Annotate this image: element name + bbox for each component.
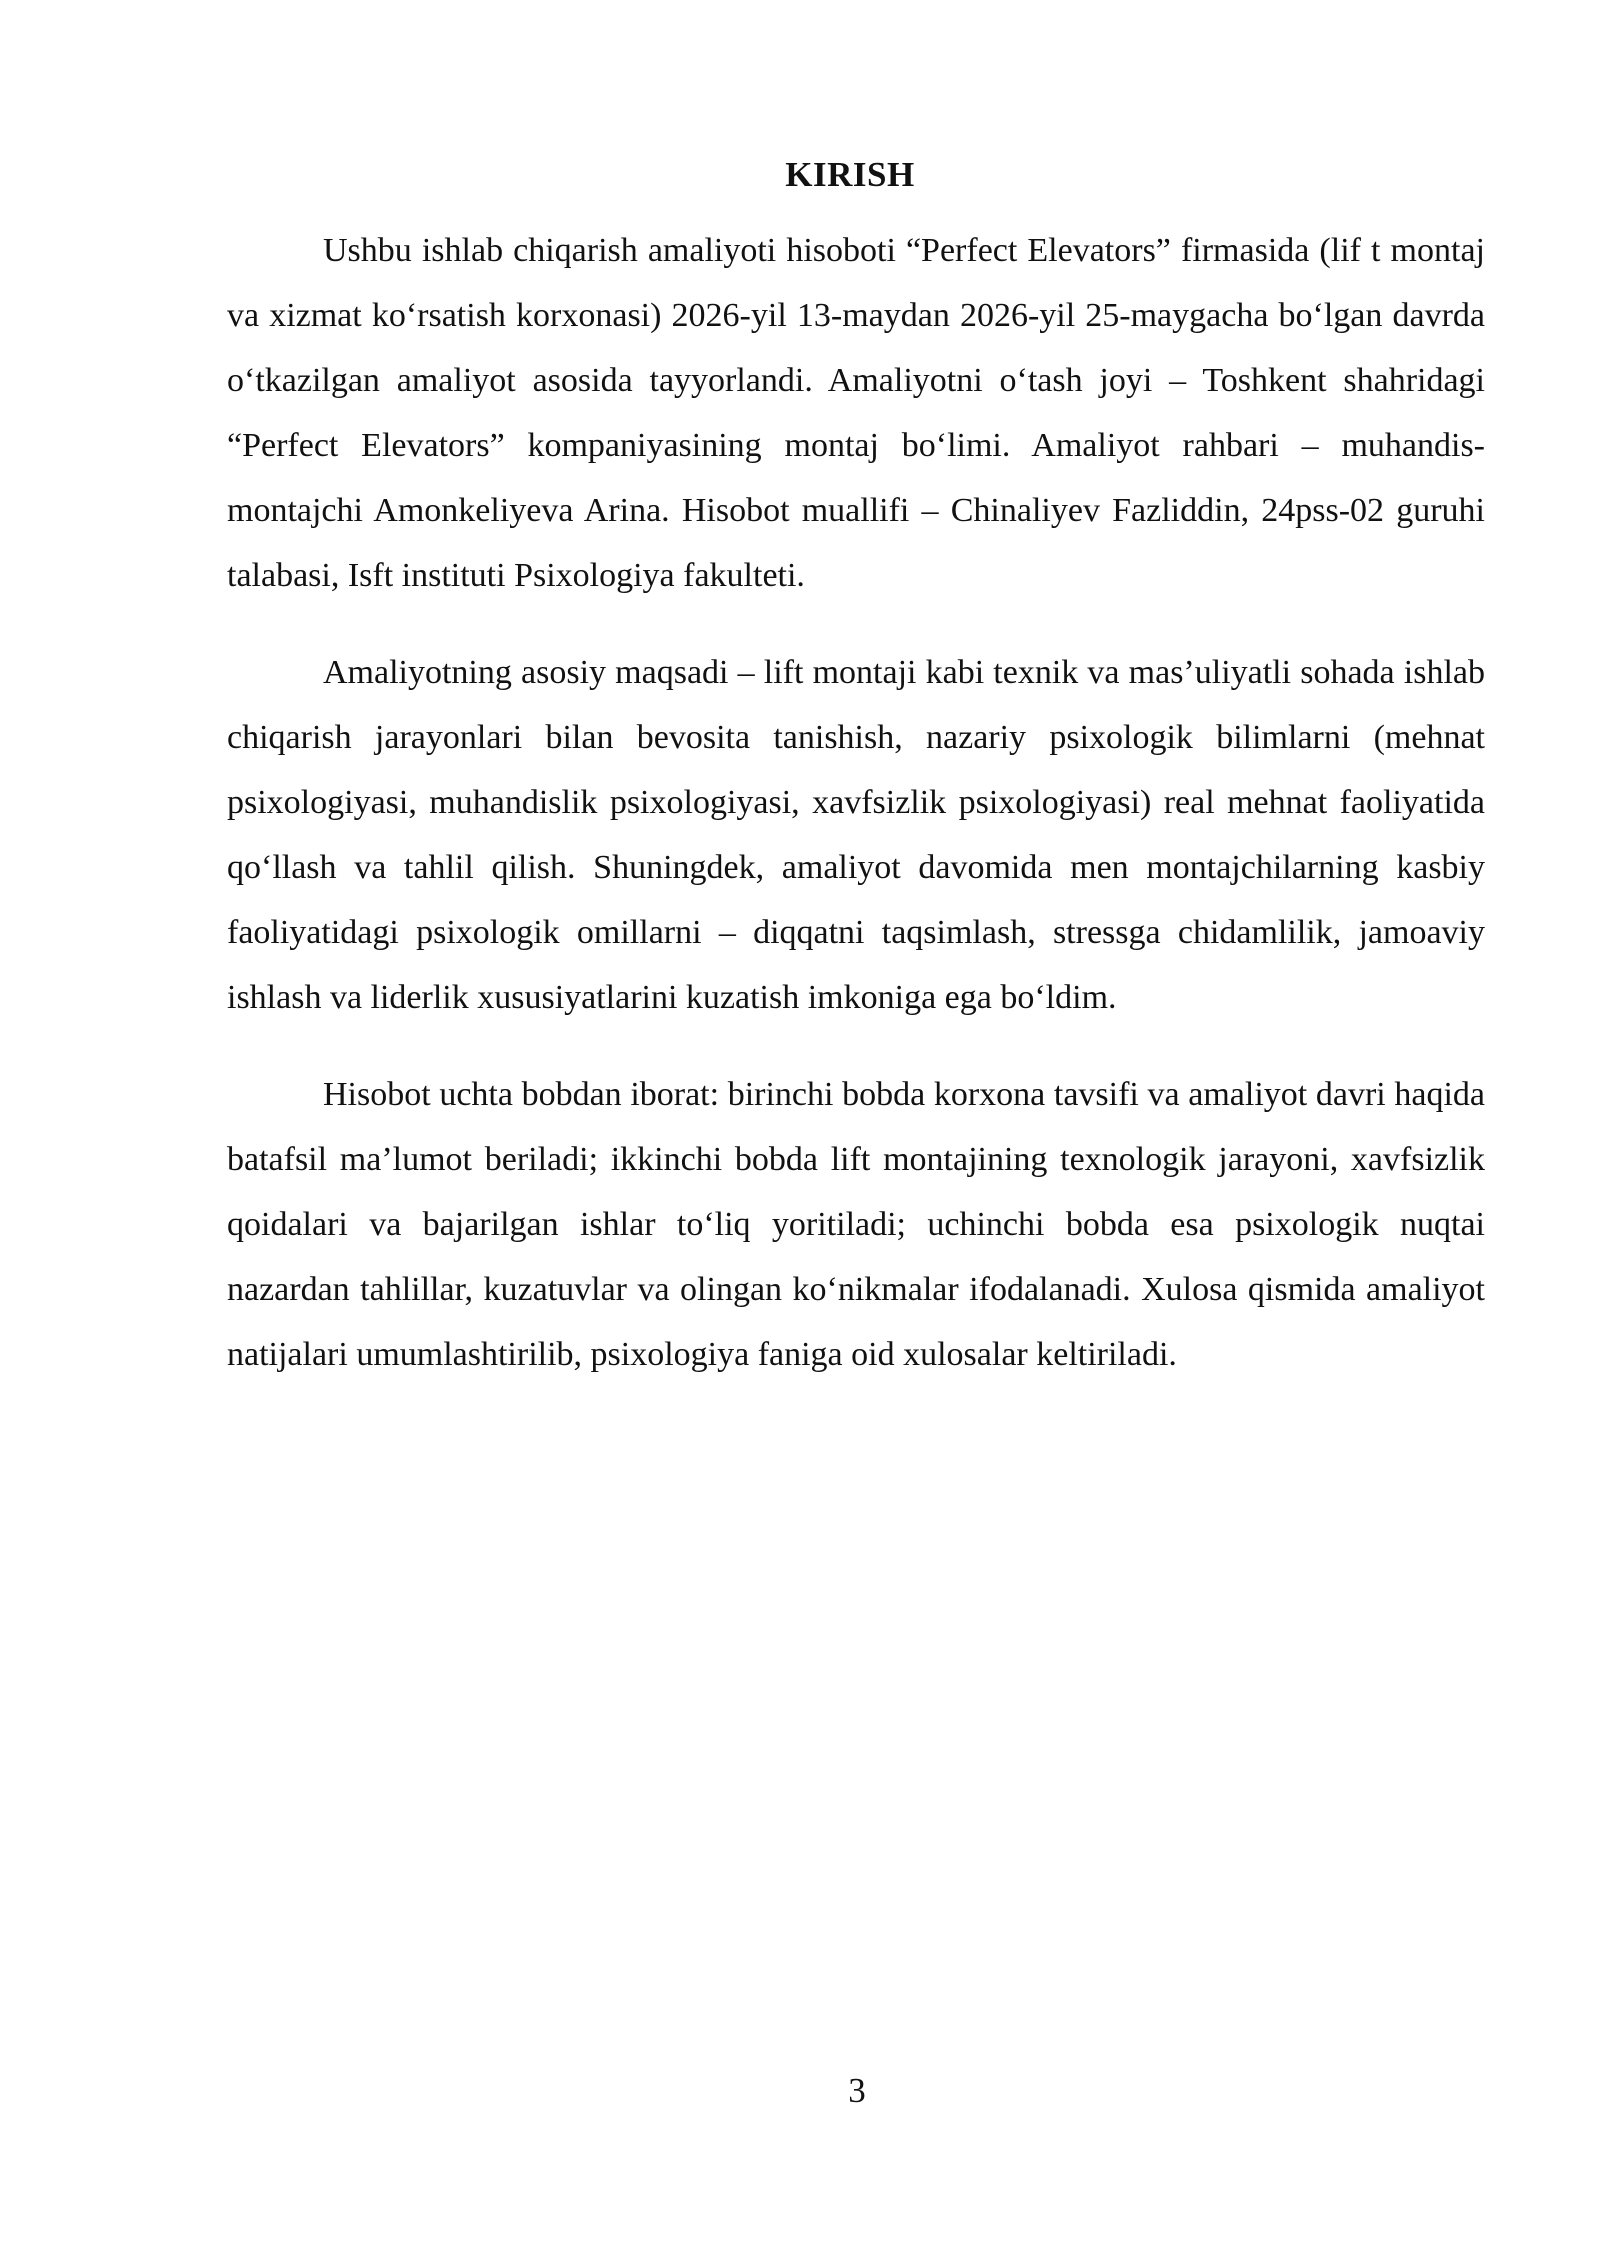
section-heading: KIRISH xyxy=(785,155,915,194)
page-number: 3 xyxy=(848,2071,866,2110)
paragraph-structure: Hisobot uchta bobdan iborat: birinchi bobda korxona tavsifi va amaliyot davri haqida batafsil ma’lumot beriladi; ikkinchi bobda lift montajining texnologik jarayoni, xavfsizlik qoidalari va bajarilgan ishlar to‘liq yoritiladi; uchinchi bobda esa psixologik nuqtai nazardan tahlillar, kuzatuvlar va olingan ko‘nikmalar ifodalanadi. Xulosa qismida amaliyot natijalari umumlashtirilib, psixologiya faniga oid xulosalar keltiriladi. xyxy=(227,1076,1485,1373)
paragraph-goal: Amaliyotning asosiy maqsadi – lift montaji kabi texnik va mas’uliyatli sohada ishlab chiqarish jarayonlari bilan bevosita tanishish, nazariy psixologik bilimlarni (mehnat psixologiyasi, muhandislik psixologiyasi, xavfsizlik psixologiyasi) real mehnat faoliyatida qo‘llash va tahlil qilish. Shuningdek, amaliyot davomida men montajchilarning kasbiy faoliyatidagi psixologik omillarni – diqqatni taqsimlash, stressga chidamlilik, jamoaviy ishlash va liderlik xususiyatlarini kuzatish imkoniga ega bo‘ldim. xyxy=(227,654,1485,1016)
body-text xyxy=(227,218,1485,1419)
paragraph-intro: Ushbu ishlab chiqarish amaliyoti hisoboti “Perfect Elevators” firmasida (lif t montaj va xizmat ko‘rsatish korxonasi) 2026-yil 13-maydan 2026-yil 25-maygacha bo‘lgan davrda o‘tkazilgan amaliyot asosida tayyorlandi. Amaliyotni o‘tash joyi – Toshkent shahridagi “Perfect Elevators” kompaniyasining montaj bo‘limi. Amaliyot rahbari – muhandis-montajchi Amonkeliyeva Arina. Hisobot muallifi – Chinaliyev Fazliddin, 24pss-02 guruhi talabasi, Isft instituti Psixologiya fakulteti. xyxy=(227,232,1485,594)
